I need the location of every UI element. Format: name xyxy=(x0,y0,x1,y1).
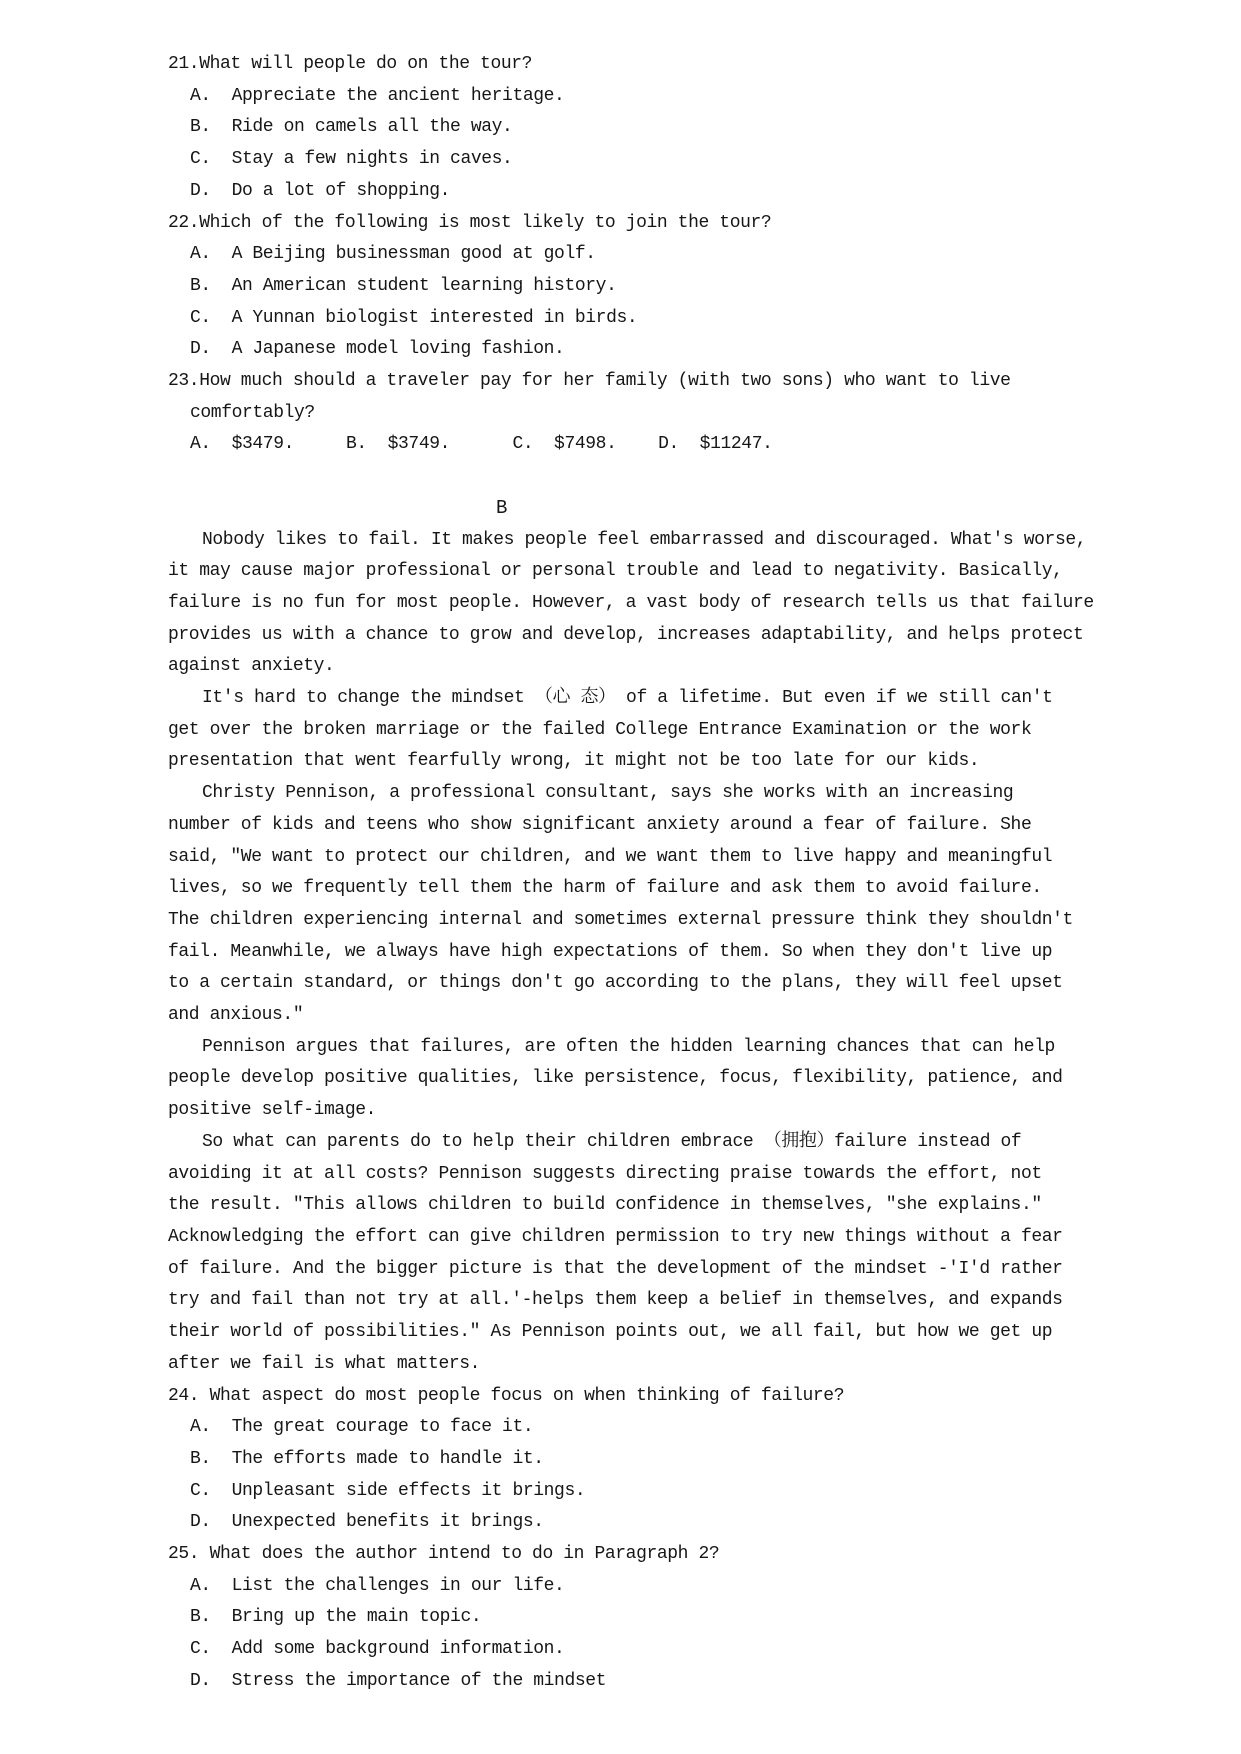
passage-line: it may cause major professional or personal trouble and lead to negativity. Basically, xyxy=(168,561,1063,582)
passage-paragraph-2 xyxy=(168,683,1091,778)
question-21-text: 21.What will people do on the tour? xyxy=(168,54,533,74)
question-21-option-b: B. Ride on camels all the way. xyxy=(190,117,513,138)
passage-paragraph-3 xyxy=(168,778,1091,1032)
question-22-option-a: A. A Beijing businessman good at golf. xyxy=(190,244,596,265)
passage-line: avoiding it at all costs? Pennison suggests directing praise towards the effort, not xyxy=(168,1163,1042,1184)
passage-line: failure is no fun for most people. However, a vast body of research tells us that failure xyxy=(168,592,1094,613)
passage-line: number of kids and teens who show significant anxiety around a fear of failure. She xyxy=(168,814,1032,835)
question-24-option-d: D. Unexpected benefits it brings. xyxy=(190,1512,544,1533)
passage-line: presentation that went fearfully wrong, it might not be too late for our kids. xyxy=(168,751,980,772)
passage-line: their world of possibilities.″ As Pennison points out, we all fail, but how we get up xyxy=(168,1322,1053,1343)
section-b-heading: B xyxy=(496,496,508,519)
passage-paragraph-4 xyxy=(168,1032,1091,1127)
passage-line: Acknowledging the effort can give children permission to try new things without a fear xyxy=(168,1227,1063,1247)
passage-paragraph-5 xyxy=(168,1127,1091,1381)
question-24-option-a: A. The great courage to face it. xyxy=(190,1417,534,1438)
passage-paragraph-1 xyxy=(168,525,1094,684)
question-23-text-line-1: 23.How much should a traveler pay for her family (with two sons) who want to live xyxy=(168,371,1011,392)
passage-line: get over the broken marriage or the failed College Entrance Examination or the work xyxy=(168,719,1032,740)
question-24-option-c: C. Unpleasant side effects it brings. xyxy=(190,1480,586,1501)
passage-line: Nobody likes to fail. It makes people feel embarrassed and discouraged. What's worse, xyxy=(202,529,1087,550)
question-24-option-b: B. The efforts made to handle it. xyxy=(190,1448,544,1469)
passage-line: provides us with a chance to grow and develop, increases adaptability, and helps protect xyxy=(168,624,1084,645)
passage-line: fail. Meanwhile, we always have high expectations of them. So when they don't live up xyxy=(168,941,1053,962)
question-22-option-c: C. A Yunnan biologist interested in birds. xyxy=(190,307,638,328)
passage-line: to a certain standard, or things don't go according to the plans, they will feel upset xyxy=(168,973,1063,994)
question-22-option-d: D. A Japanese model loving fashion. xyxy=(190,339,565,360)
passage-line: Christy Pennison, a professional consultant, says she works with an increasing xyxy=(202,783,1014,804)
passage-line: lives, so we frequently tell them the harm of failure and ask them to avoid failure. xyxy=(168,878,1042,899)
question-25-option-b: B. Bring up the main topic. xyxy=(190,1607,482,1628)
passage-line: So what can parents do to help their children embrace （拥抱）failure instead of xyxy=(202,1131,1022,1152)
question-22-text: 22.Which of the following is most likely to join the tour? xyxy=(168,212,772,233)
question-21-option-c: C. Stay a few nights in caves. xyxy=(190,149,513,170)
passage-line: and anxious.″ xyxy=(168,1005,304,1026)
passage-line: of failure. And the bigger picture is that the development of the mindset -'I'd rather xyxy=(168,1258,1063,1279)
question-22-option-b: B. An American student learning history. xyxy=(190,275,617,296)
passage-line: the result. ″This allows children to build confidence in themselves, ″she explains.″ xyxy=(168,1195,1042,1216)
passage-line: people develop positive qualities, like persistence, focus, flexibility, patience, and xyxy=(168,1068,1063,1089)
question-21-option-a: A. Appreciate the ancient heritage. xyxy=(190,85,565,106)
question-25-option-d: D. Stress the importance of the mindset xyxy=(190,1670,607,1691)
passage-line: The children experiencing internal and sometimes external pressure think they shouldn't xyxy=(168,909,1073,930)
passage-line: It's hard to change the mindset （心 态） of a lifetime. But even if we still can't xyxy=(202,688,1053,709)
question-21-option-d: D. Do a lot of shopping. xyxy=(190,180,451,201)
question-23-options-row: A. $3479. B. $3749. C. $7498. D. $11247. xyxy=(190,434,773,455)
question-24-text: 24. What aspect do most people focus on when thinking of failure? xyxy=(168,1385,845,1406)
passage-line: try and fail than not try at all.'-helps them keep a belief in themselves, and expands xyxy=(168,1290,1063,1311)
passage-line: said, ″We want to protect our children, and we want them to live happy and meaningful xyxy=(168,846,1053,867)
passage-line: Pennison argues that failures, are often the hidden learning chances that can help xyxy=(202,1036,1055,1057)
passage-line: after we fail is what matters. xyxy=(168,1353,481,1374)
question-25-option-c: C. Add some background information. xyxy=(190,1639,565,1660)
question-23-text-line-2: comfortably? xyxy=(190,402,315,423)
question-25-text: 25. What does the author intend to do in Paragraph 2? xyxy=(168,1544,720,1565)
question-25-option-a: A. List the challenges in our life. xyxy=(190,1575,565,1596)
passage-line: positive self-image. xyxy=(168,1100,377,1121)
passage-line: against anxiety. xyxy=(168,656,335,677)
